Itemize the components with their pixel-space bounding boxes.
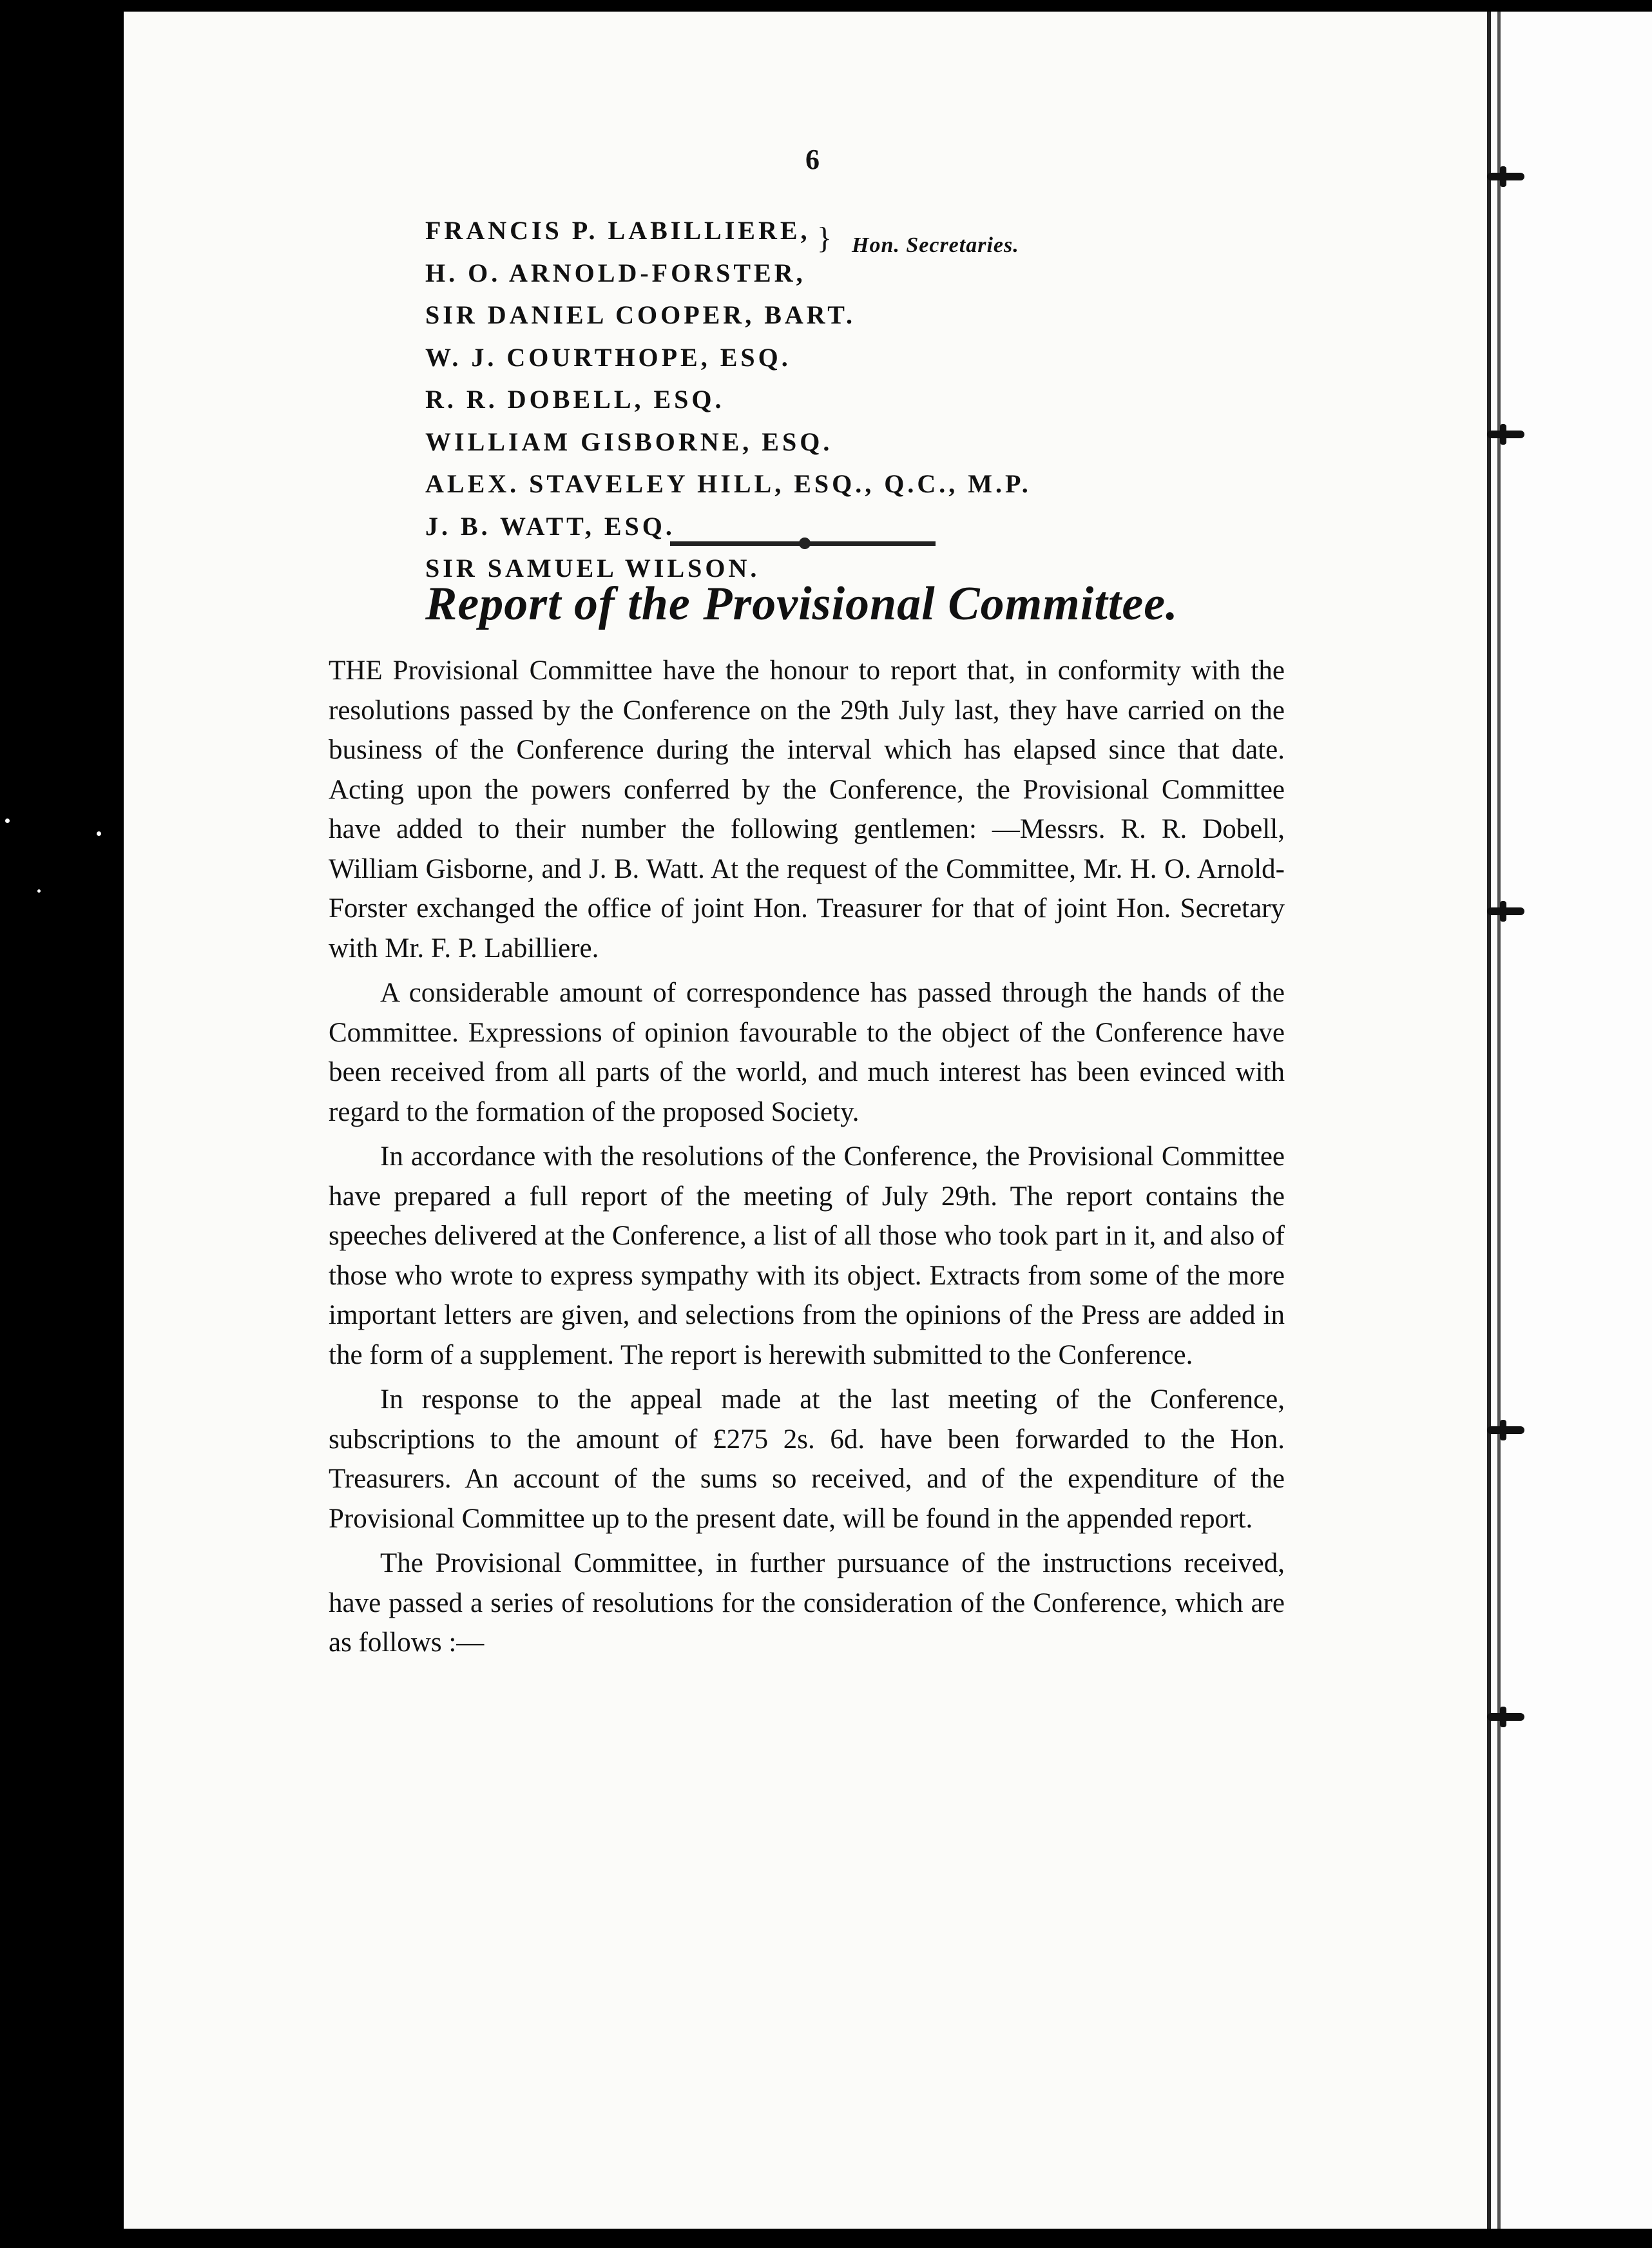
member-name: J. B. WATT, ESQ.	[425, 511, 675, 541]
hon-secretaries-label: Hon. Secretaries.	[852, 233, 1019, 257]
report-paragraph: In response to the appeal made at the last meeting of the Conference, subscriptions to the amount of £275 2s. 6d. have been forwarded to the Hon. Treasurers. An account of the sums so received, and of the expenditure of the Provisional Committee up to the present date, will be found in the appended report.	[329, 1384, 1285, 1534]
binding-mark	[1487, 907, 1524, 915]
secretaries-brace: }	[817, 221, 832, 255]
member-name: ALEX. STAVELEY HILL, ESQ., Q.C., M.P.	[425, 469, 1032, 498]
member-name: W. J. COURTHOPE, ESQ.	[425, 342, 791, 372]
member-name: WILLIAM GISBORNE, ESQ.	[425, 427, 833, 456]
report-paragraph: THE Provisional Committee have the honour to report that, in conformity with the resolutions passed by the Conference on the 29th July last, they have carried on the business of the Conference during the interval which has elapsed since that date. Acting upon the powers conferred by the Conference, the Provisional Committee have added to their number the following gentlemen: —Messrs. R. R. Dobell, William Gisborne, and J. B. Watt. At the request of the Committee, Mr. H. O. Arnold-Forster exchanged the office of joint Hon. Treasurer for that of joint Hon. Secretary with Mr. F. P. Labilliere.	[329, 655, 1285, 964]
member-name: FRANCIS P. LABILLIERE,	[425, 216, 811, 245]
member-name: H. O. ARNOLD-FORSTER,	[425, 258, 806, 287]
binding-mark	[1487, 431, 1524, 438]
member-name: SIR SAMUEL WILSON.	[425, 554, 760, 583]
binding-mark	[1487, 1426, 1524, 1434]
report-paragraph: The Provisional Committee, in further pursuance of the instructions received, have passed a series of resolutions for the consideration of the Conference, which are as follows :—	[329, 1548, 1285, 1658]
divider-ornament	[799, 538, 811, 549]
page-number: 6	[805, 144, 820, 175]
facing-page-margin	[1491, 12, 1652, 2229]
binding-mark	[1487, 1713, 1524, 1721]
report-paragraph: A considerable amount of correspondence has passed through the hands of the Committee. Expressions of opinion favourable to the object of the Conference have been received from all parts of the world, and much interest has been evinced with regard to the formation of the proposed Society.	[329, 978, 1285, 1127]
member-list	[425, 209, 1032, 590]
report-body	[329, 651, 1285, 1663]
report-title: Report of the Provisional Committee.	[425, 577, 1178, 630]
member-name: SIR DANIEL COOPER, BART.	[425, 300, 856, 329]
report-paragraph: In accordance with the resolutions of the Conference, the Provisional Committee have prepared a full report of the meeting of July 29th. The report contains the speeches delivered at the Conference, a list of all those who took part in it, and also of those who wrote to express sympathy with its object. Extracts from some of the more important letters are given, and selections from the opinions of the Press are added in the form of a supplement. The report is herewith submitted to the Conference.	[329, 1141, 1285, 1370]
margin-rule	[1497, 12, 1501, 2229]
binding-mark	[1487, 173, 1524, 180]
member-name: R. R. DOBELL, ESQ.	[425, 385, 725, 414]
